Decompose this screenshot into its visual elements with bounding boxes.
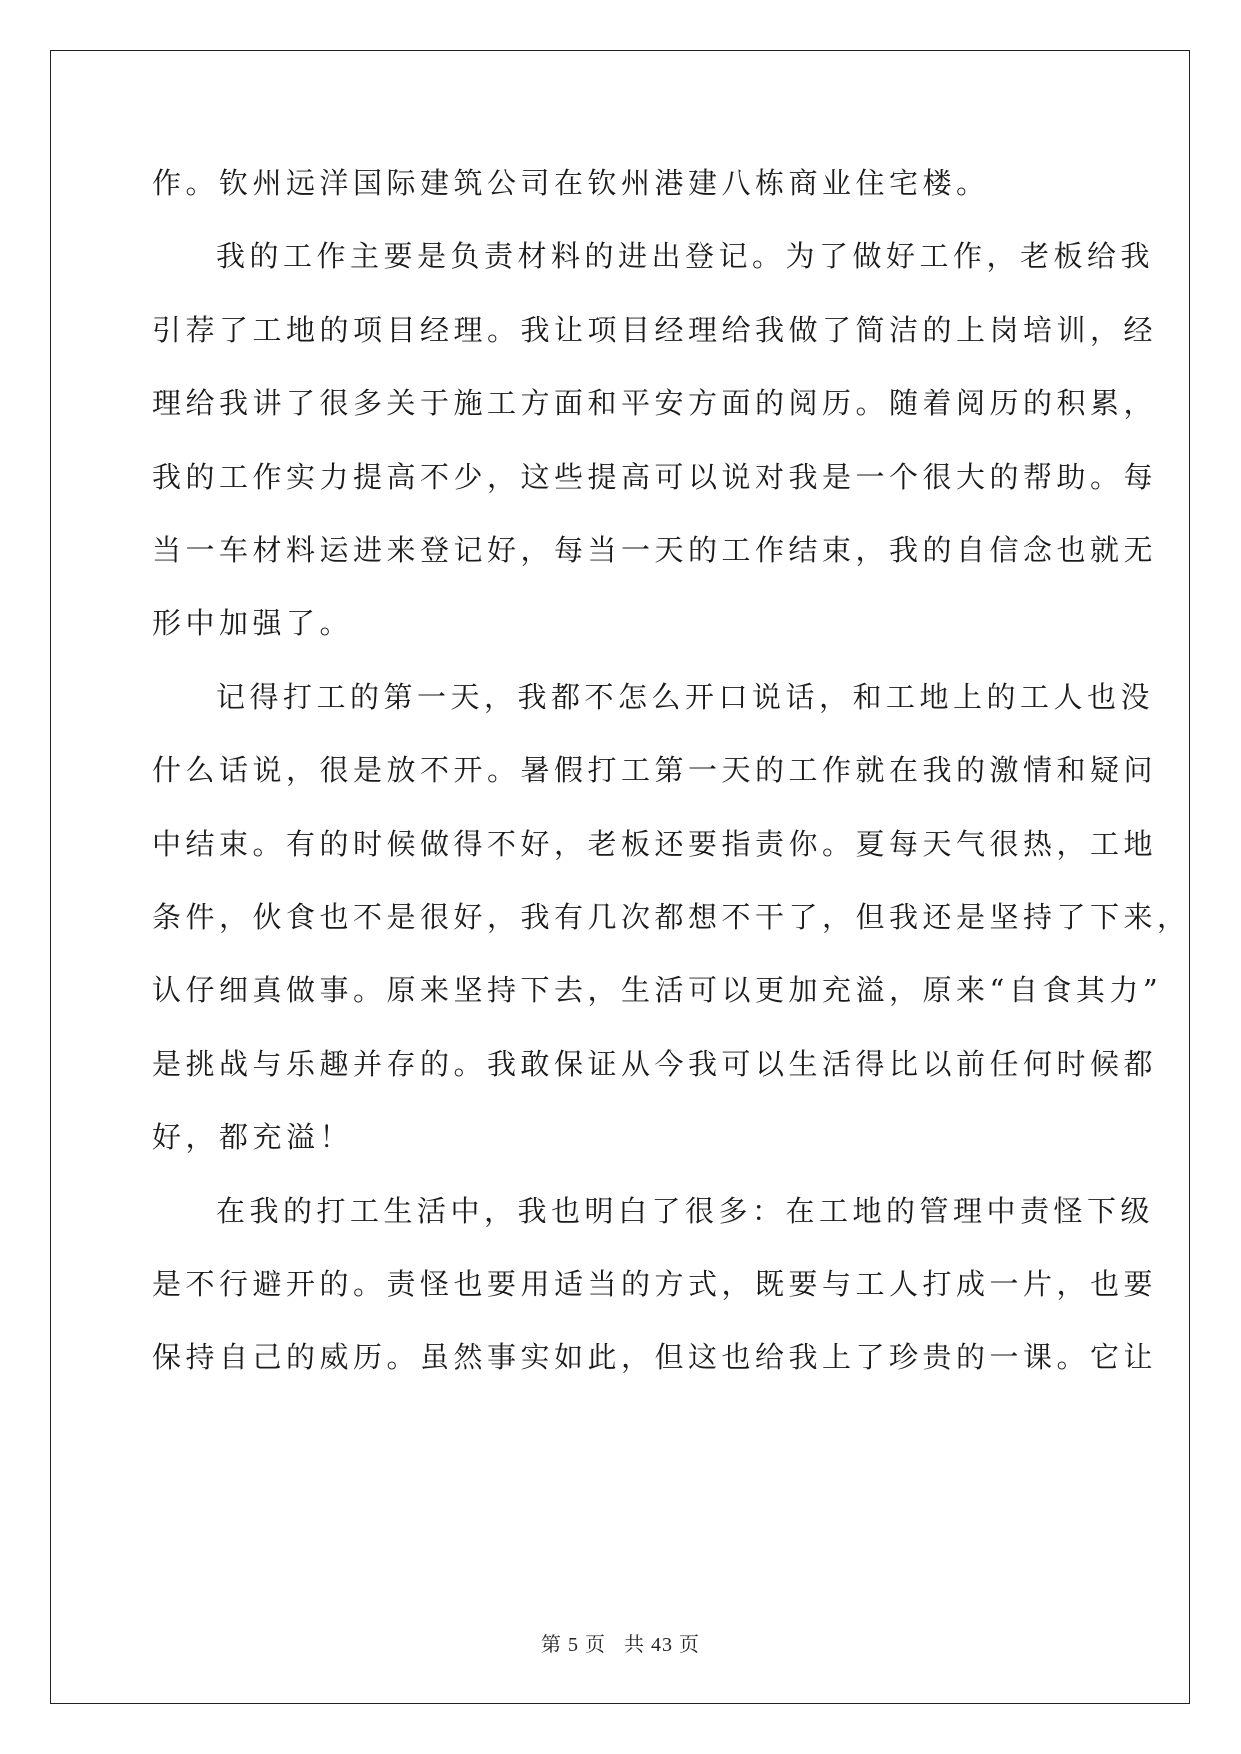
text-line: 当一车材料运进来登记好，每当一天的工作结束，我的自信念也就无 xyxy=(152,533,1158,567)
text-line: 作。钦州远洋国际建筑公司在钦州港建八栋商业住宅楼。 xyxy=(152,166,990,200)
text-line: 保持自己的威历。虽然事实如此，但这也给我上了珍贵的一课。它让 xyxy=(152,1340,1158,1375)
text-line: 是挑战与乐趣并存的。我敢保证从今我可以生活得比以前任何时候都 xyxy=(152,1046,1158,1081)
text-line: 记得打工的第一天，我都不怎么开口说话，和工地上的工人也没 xyxy=(216,679,1155,714)
text-line: 条件，伙食也不是很好，我有几次都想不干了，但我还是坚持了下来， xyxy=(152,900,1191,934)
text-line: 理给我讲了很多关于施工方面和平安方面的阅历。随着阅历的积累， xyxy=(152,386,1158,421)
text-line: 中结束。有的时候做得不好，老板还要指责你。夏每天气很热，工地 xyxy=(152,826,1158,861)
page-border xyxy=(50,50,1190,1704)
text-line: 我的工作实力提高不少，这些提高可以说对我是一个很大的帮助。每 xyxy=(152,459,1158,494)
text-line: 认仔细真做事。原来坚持下去，生活可以更加充溢，原来“自食其力” xyxy=(152,973,1163,1008)
text-line: 什么话说，很是放不开。暑假打工第一天的工作就在我的激情和疑问 xyxy=(152,753,1158,788)
text-line: 在我的打工生活中，我也明白了很多：在工地的管理中责怪下级 xyxy=(216,1193,1155,1228)
text-line: 形中加强了。 xyxy=(152,606,354,641)
text-line: 引荐了工地的项目经理。我让项目经理给我做了简洁的上岗培训，经 xyxy=(152,312,1158,347)
text-line: 好，都充溢！ xyxy=(152,1120,354,1155)
page-number: 第 5 页 xyxy=(541,1634,606,1656)
page-footer xyxy=(0,1628,1241,1657)
page-total: 共 43 页 xyxy=(624,1634,700,1656)
text-line: 是不行避开的。责怪也要用适当的方式，既要与工人打成一片，也要 xyxy=(152,1267,1158,1301)
text-line: 我的工作主要是负责材料的进出登记。为了做好工作，老板给我 xyxy=(216,239,1155,274)
